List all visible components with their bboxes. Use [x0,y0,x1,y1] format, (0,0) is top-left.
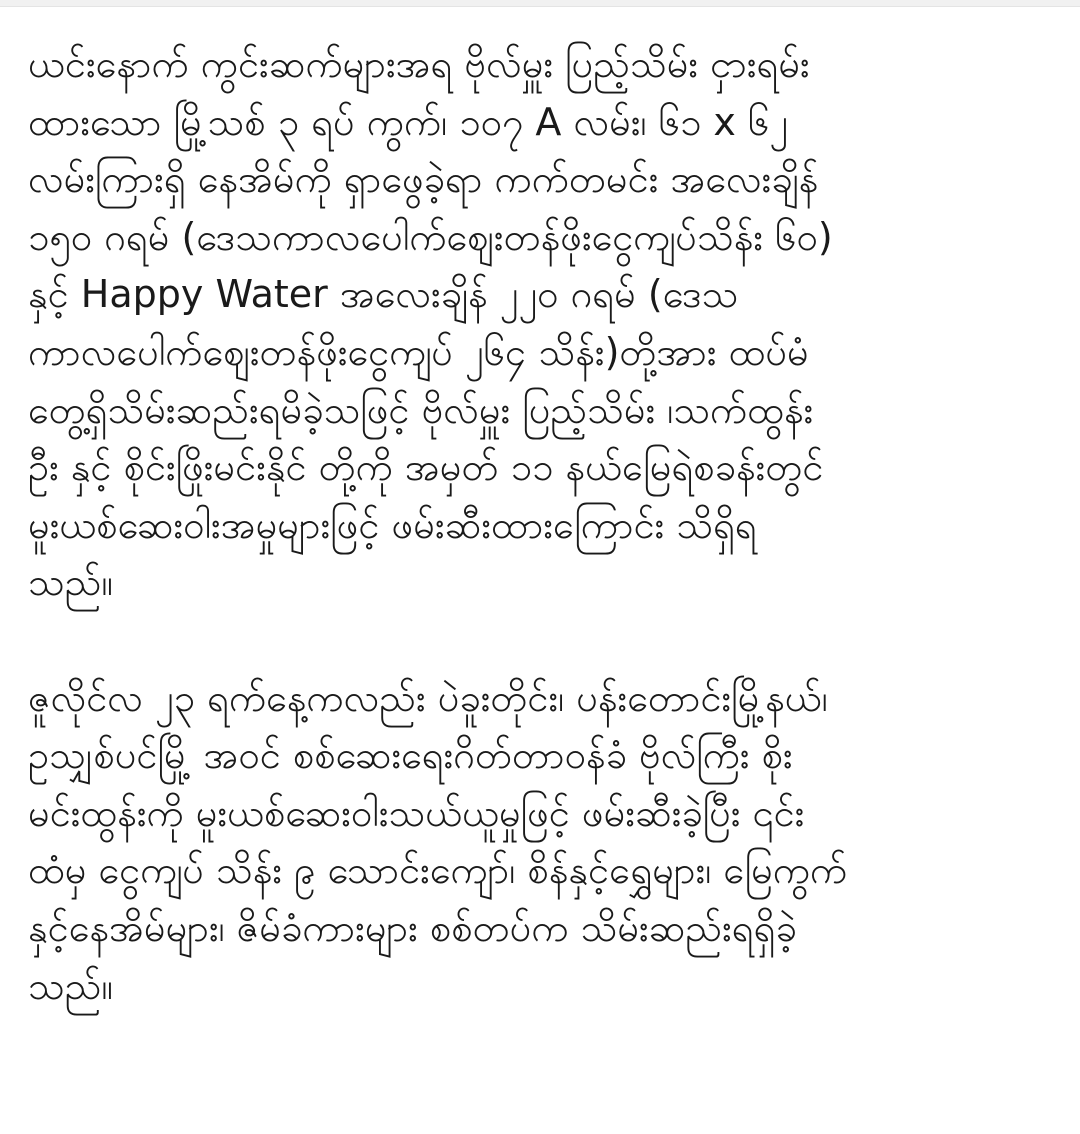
text-line: လမ်းကြားရှိ နေအိမ်ကို ရှာဖွေခဲ့ရာ ကက်တမင်း အလေးချိန် [28,157,819,202]
top-divider [0,0,1080,7]
article-body [28,36,1058,1015]
text-line: ၁၅၀ ဂရမ် (ဒေသကာလပေါက်ဈေးတန်ဖိုးငွေကျပ်သိန်း ၆၀) [28,214,833,259]
text-line: ထားသော မြို့သစ် ၃ ရပ် ကွက်၊ ၁၀၇ A လမ်း၊ ၆၁ x ၆၂ [28,99,789,144]
text-line: မင်းထွန်းကို မူးယစ်ဆေးဝါးသယ်ယူမှုဖြင့် ဖမ်းဆီးခဲ့ပြီး ၎င်း [28,790,805,835]
text-line: ထံမှ ငွေကျပ် သိန်း ၉ သောင်းကျော်၊ စိန်နှင့်ရွှေများ၊ မြေကွက် [28,848,848,893]
text-line: နှင့်နေအိမ်များ၊ ဇိမ်ခံကားများ စစ်တပ်က သိမ်းဆည်းရရှိခဲ့ [28,905,797,950]
text-line: နှင့် Happy Water အလေးချိန် ၂၂၀ ဂရမ် (ဒေသ [28,272,739,317]
text-line: သည်။ [28,560,113,605]
text-line: ဦး နှင့် စိုင်းဖြိုးမင်းနိုင် တို့ကို အမှတ် ၁၁ နယ်မြေရဲစခန်းတွင် [28,445,824,490]
text-line: တွေ့ရှိသိမ်းဆည်းရမိခဲ့သဖြင့် ဗိုလ်မှူး ပြည့်သိမ်း ၊သက်ထွန်း [28,387,814,432]
text-line: သည်။ [28,963,113,1008]
text-line: ဥသျှစ်ပင်မြို့ အဝင် စစ်ဆေးရေးဂိတ်တာဝန်ခံ ဗိုလ်ကြီး စိုး [28,733,793,778]
paragraph [28,670,1058,1016]
paragraph [28,36,1058,612]
text-line: ယင်းနောက် ကွင်းဆက်များအရ ဗိုလ်မှူး ပြည့်သိမ်း ငှားရမ်း [28,42,810,86]
text-line: ဇူလိုင်လ ၂၃ ရက်နေ့ကလည်း ပဲခူးတိုင်း၊ ပန်းတောင်းမြို့နယ်၊ [28,675,828,720]
text-line: မူးယစ်ဆေးဝါးအမှုများဖြင့် ဖမ်းဆီးထားကြောင်း သိရှိရ [28,502,757,547]
text-line: ကာလပေါက်ဈေးတန်ဖိုးငွေကျပ် ၂၆၄ သိန်း)တို့အား ထပ်မံ [28,329,809,374]
